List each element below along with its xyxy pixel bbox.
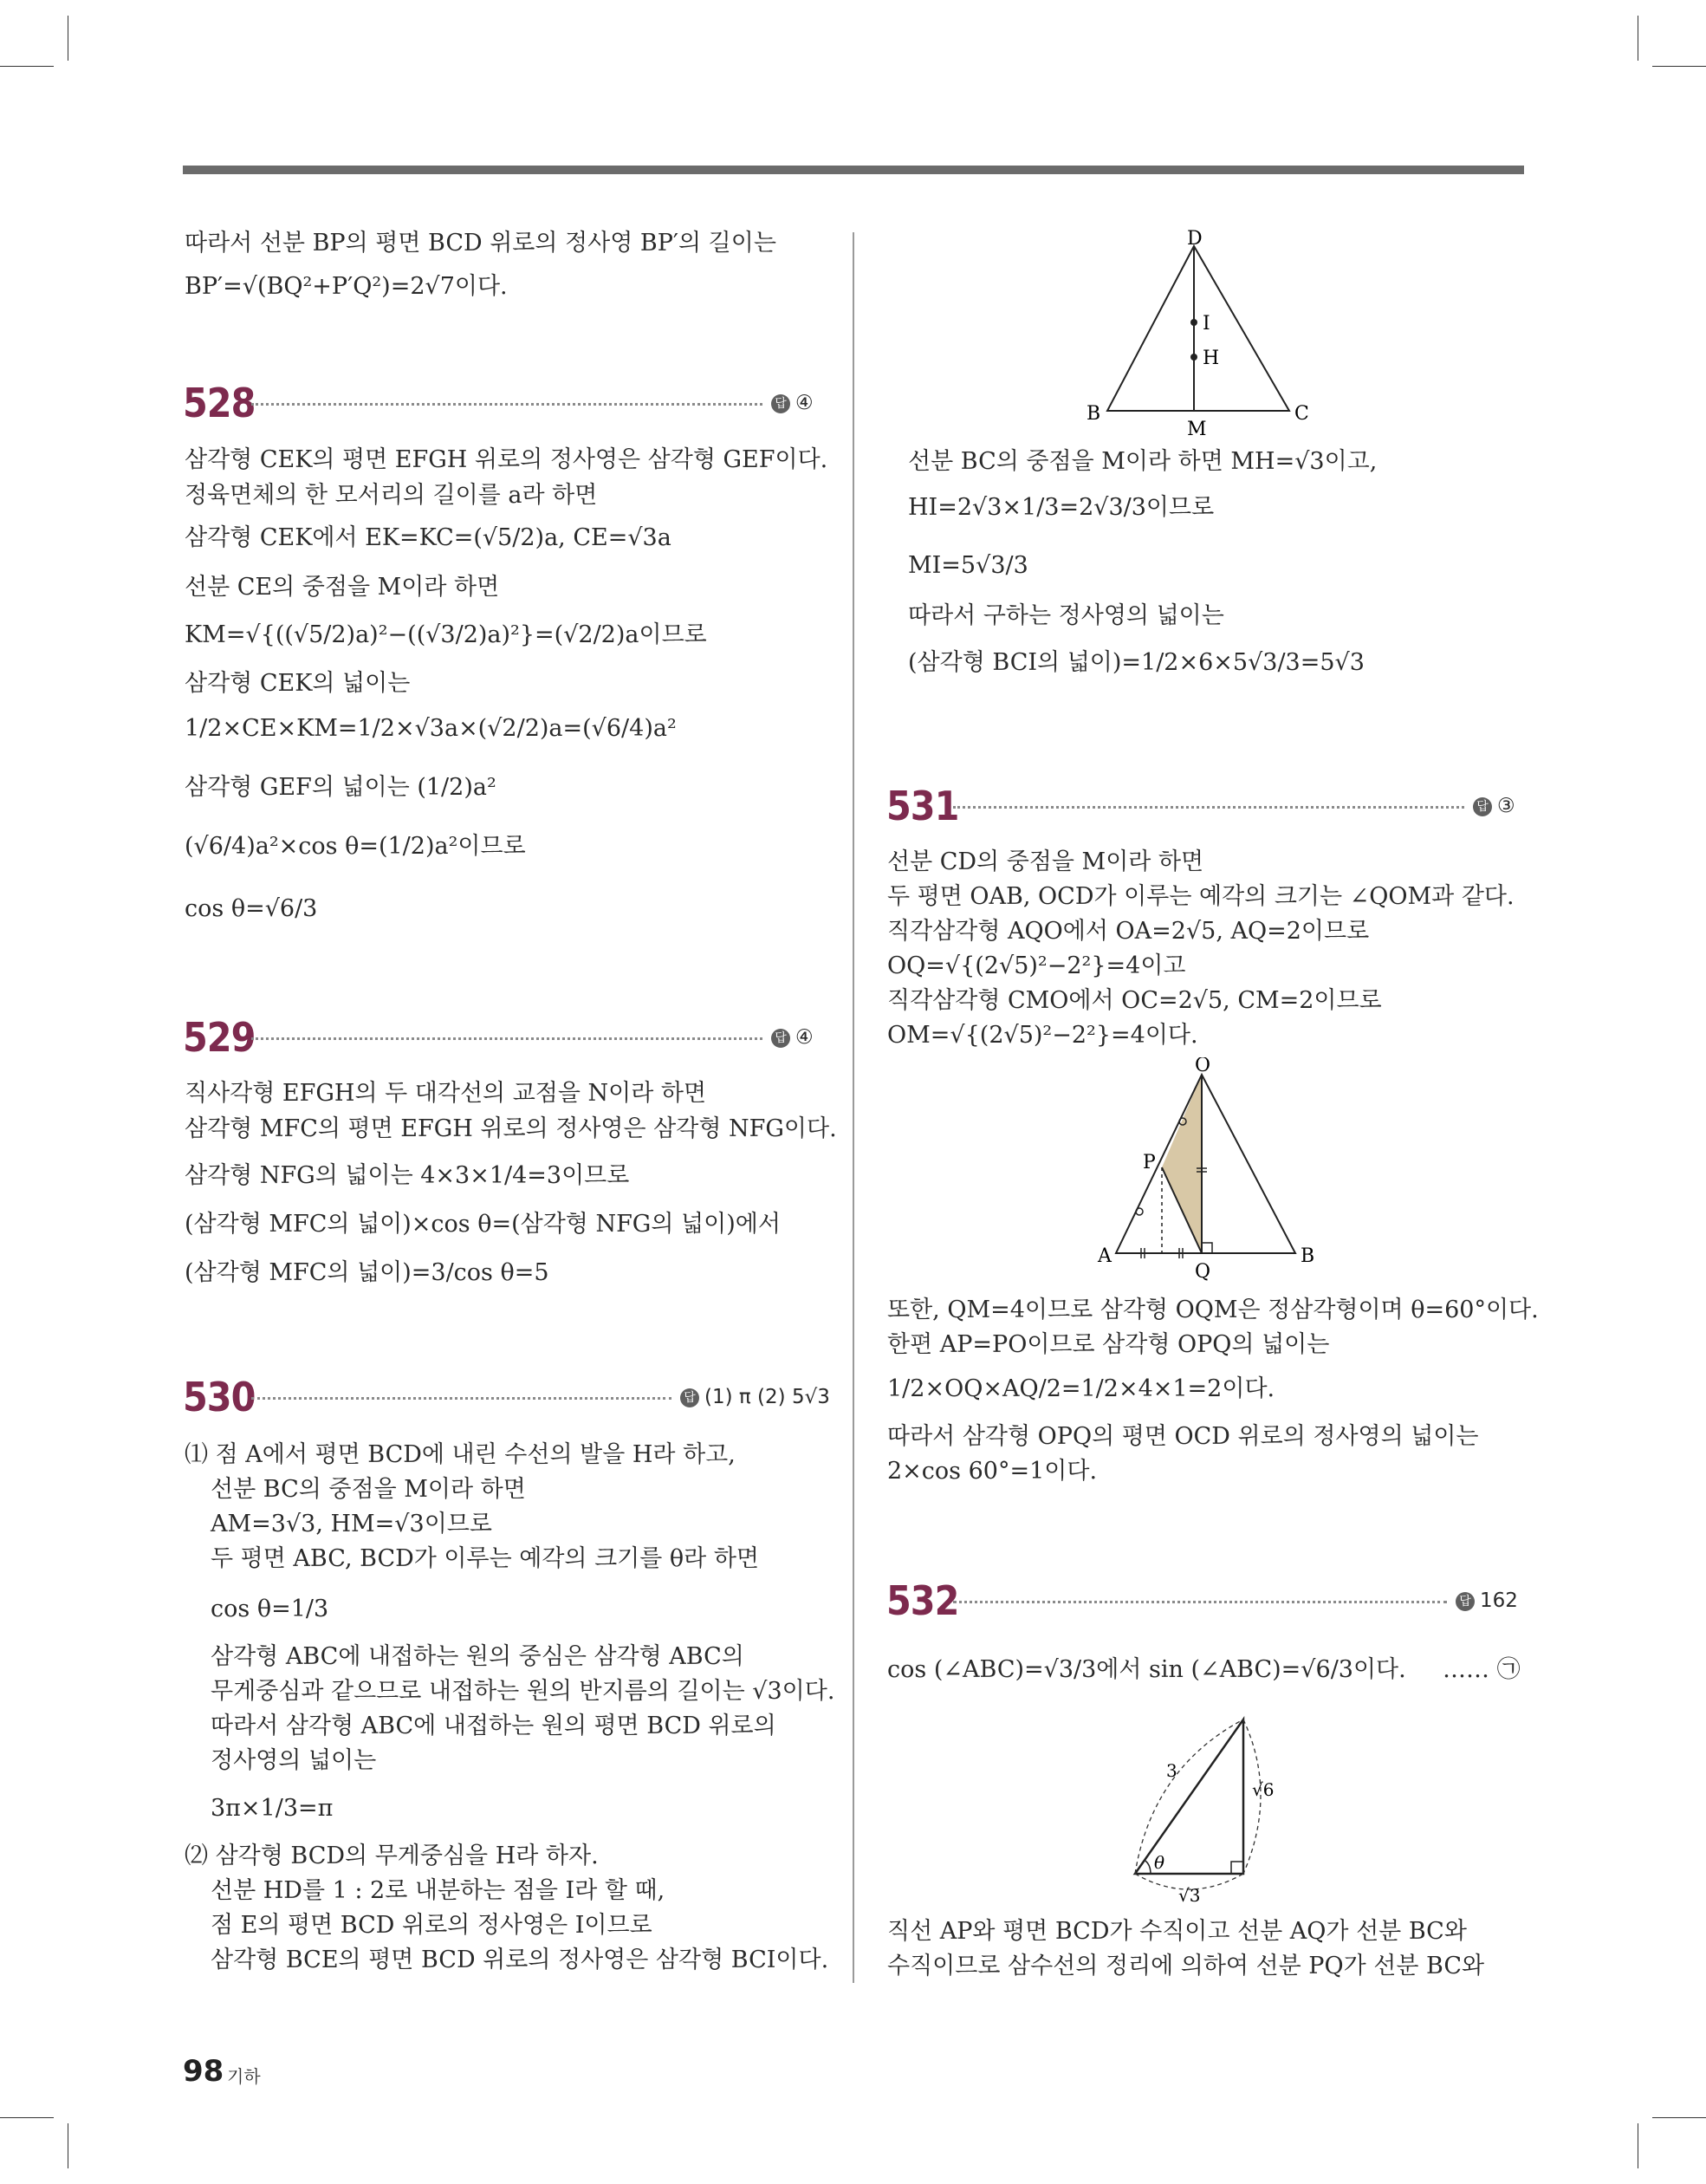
text-line: 삼각형 MFC의 평면 EFGH 위로의 정사영은 삼각형 NFG이다.: [185, 1115, 837, 1142]
text-line: 정육면체의 한 모서리의 길이를 a라 하면: [185, 482, 598, 509]
text-line: (삼각형 BCI의 넓이)=1/2×6×5√3/3=5√3: [908, 649, 1365, 676]
text-line: 직각삼각형 AQO에서 OA=2√5, AQ=2이므로: [887, 918, 1370, 945]
text-line: 무게중심과 같으므로 내접하는 원의 반지름의 길이는 √3이다.: [211, 1678, 835, 1705]
section-dots: [953, 806, 1464, 809]
text-line: 1/2×CE×KM=1/2×√3a×(√2/2)a=(√6/4)a²: [185, 715, 677, 742]
crop-mark: [1652, 2117, 1706, 2118]
answer-value: ③: [1497, 795, 1515, 817]
label-b: B: [1301, 1245, 1315, 1267]
angle-arc: [1145, 1861, 1151, 1874]
answer-532: [1456, 1589, 1518, 1612]
header-bar: [183, 166, 1524, 174]
text-line: 삼각형 GEF의 넓이는 (1/2)a²: [185, 774, 496, 801]
label-c: C: [1294, 403, 1309, 425]
answer-value: (1) π (2) 5√3: [704, 1386, 830, 1408]
equation-marker: …… ㉠: [1443, 1656, 1521, 1683]
tick-circle: [1136, 1208, 1143, 1215]
label-m: M: [1187, 419, 1207, 440]
column-divider: [853, 232, 854, 1983]
text-line: 선분 CD의 중점을 M이라 하면: [887, 848, 1204, 875]
text-line: 직각삼각형 CMO에서 OC=2√5, CM=2이므로: [887, 987, 1382, 1014]
text-line: KM=√{((√5/2)a)²−((√3/2)a)²}=(√2/2)a이므로: [185, 621, 707, 648]
problem-number-530: 530: [183, 1374, 256, 1420]
text-line: AM=3√3, HM=√3이므로: [211, 1511, 492, 1537]
label-i: I: [1203, 313, 1210, 335]
text-line: (삼각형 MFC의 넓이)=3/cos θ=5: [185, 1259, 549, 1286]
page-number: 98: [183, 2054, 224, 2089]
text-line: 삼각형 BCE의 평면 BCD 위로의 정사영은 삼각형 BCI이다.: [211, 1947, 829, 1973]
text-line: 따라서 삼각형 ABC에 내접하는 원의 평면 BCD 위로의: [211, 1713, 776, 1739]
text-line: OQ=√{(2√5)²−2²}=4이고: [887, 952, 1186, 979]
right-triangle: [1135, 1719, 1243, 1874]
text-line: (√6/4)a²×cos θ=(1/2)a²이므로: [185, 833, 526, 860]
text-line: 삼각형 CEK의 넓이는: [185, 670, 411, 697]
text-line: OM=√{(2√5)²−2²}=4이다.: [887, 1022, 1198, 1049]
label-a: A: [1098, 1245, 1112, 1267]
answer-value: ④: [795, 1026, 814, 1049]
intro-line-2: BP′=√(BQ²+P′Q²)=2√7이다.: [185, 273, 508, 300]
text-line: 삼각형 NFG의 넓이는 4×3×1/4=3이므로: [185, 1162, 630, 1189]
text-line: 두 평면 OAB, OCD가 이루는 예각의 크기는 ∠QOM과 같다.: [887, 883, 1515, 910]
text-line: 정사영의 넓이는: [211, 1747, 377, 1774]
text-line: (삼각형 MFC의 넓이)×cos θ=(삼각형 NFG의 넓이)에서: [185, 1211, 781, 1238]
text-line: cos θ=√6/3: [185, 895, 318, 922]
section-dots: [251, 403, 762, 406]
text-line: 한편 AP=PO이므로 삼각형 OPQ의 넓이는: [887, 1331, 1330, 1358]
triangle-oab-figure: [1087, 1057, 1330, 1283]
section-dots: [953, 1601, 1447, 1603]
text-line: 삼각형 CEK에서 EK=KC=(√5/2)a, CE=√3a: [185, 524, 671, 551]
answer-icon: 답: [771, 394, 790, 413]
text-line: 따라서 구하는 정사영의 넓이는: [908, 602, 1224, 629]
text-line: 삼각형 ABC에 내접하는 원의 중심은 삼각형 ABC의: [211, 1643, 744, 1670]
answer-529: [771, 1026, 814, 1049]
label-q: Q: [1195, 1261, 1211, 1283]
text-line: 따라서 삼각형 OPQ의 평면 OCD 위로의 정사영의 넓이는: [887, 1423, 1479, 1450]
right-angle-mark: [1202, 1243, 1212, 1253]
text-line: 2×cos 60°=1이다.: [887, 1458, 1098, 1485]
text-line: 직선 AP와 평면 BCD가 수직이고 선분 AQ가 선분 BC와: [887, 1918, 1467, 1945]
text-line: 삼각형 CEK의 평면 EFGH 위로의 정사영은 삼각형 GEF이다.: [185, 446, 828, 473]
text-line: 두 평면 ABC, BCD가 이루는 예각의 크기를 θ라 하면: [211, 1545, 759, 1572]
answer-value: ④: [795, 392, 814, 414]
crop-mark: [0, 66, 54, 67]
section-dots: [251, 1037, 762, 1040]
text-line: 선분 BC의 중점을 M이라 하면: [211, 1476, 526, 1503]
point-h: [1190, 354, 1197, 361]
section-dots: [251, 1397, 671, 1400]
text-line: ⑵ 삼각형 BCD의 무게중심을 H라 하자.: [185, 1843, 599, 1869]
text-line: 선분 CE의 중점을 M이라 하면: [185, 574, 500, 601]
label-vertical: √6: [1252, 1779, 1275, 1800]
text-line: HI=2√3×1/3=2√3/3이므로: [908, 494, 1215, 521]
triangle-bcd: [1107, 246, 1289, 411]
text-line: 선분 BC의 중점을 M이라 하면 MH=√3이고,: [908, 448, 1378, 475]
label-b: B: [1087, 403, 1101, 425]
answer-icon: 답: [680, 1388, 699, 1407]
text-line: 직사각형 EFGH의 두 대각선의 교점을 N이라 하면: [185, 1080, 707, 1107]
label-d: D: [1187, 228, 1203, 250]
label-theta: θ: [1154, 1852, 1165, 1873]
right-angle-mark: [1231, 1862, 1243, 1874]
text-line: cos (∠ABC)=√3/3에서 sin (∠ABC)=√6/3이다.: [887, 1656, 1406, 1683]
answer-value: 162: [1480, 1589, 1518, 1612]
label-o: O: [1195, 1057, 1211, 1076]
answer-icon: 답: [771, 1029, 790, 1048]
label-hypotenuse: 3: [1166, 1760, 1177, 1781]
answer-531: [1473, 795, 1515, 817]
text-line: 1/2×OQ×AQ/2=1/2×4×1=2이다.: [887, 1375, 1275, 1402]
problem-number-529: 529: [183, 1014, 256, 1061]
text-line: MI=5√3/3: [908, 552, 1028, 579]
crop-mark: [0, 2117, 54, 2118]
text-line: 점 E의 평면 BCD 위로의 정사영은 I이므로: [211, 1912, 652, 1939]
point-i: [1190, 319, 1197, 326]
answer-icon: 답: [1473, 797, 1492, 816]
text-line: 3π×1/3=π: [211, 1795, 334, 1822]
answer-528: [771, 392, 814, 414]
text-line: cos θ=1/3: [211, 1596, 329, 1622]
page-label: 기하: [227, 2066, 261, 2087]
answer-530: [680, 1386, 830, 1408]
label-base: √3: [1178, 1885, 1201, 1906]
text-line: ⑴ 점 A에서 평면 BCD에 내린 수선의 발을 H라 하고,: [185, 1441, 736, 1468]
label-h: H: [1203, 348, 1220, 369]
text-line: 선분 HD를 1 : 2로 내분하는 점을 I라 할 때,: [211, 1877, 665, 1904]
problem-number-531: 531: [886, 783, 959, 829]
text-line: 또한, QM=4이므로 삼각형 OQM은 정삼각형이며 θ=60°이다.: [887, 1297, 1539, 1323]
right-triangle-figure: [1118, 1707, 1326, 1915]
triangle-bcd-figure: [1074, 227, 1334, 444]
text-line: 수직이므로 삼수선의 정리에 의하여 선분 PQ가 선분 BC와: [887, 1953, 1485, 1979]
problem-number-528: 528: [183, 380, 256, 426]
intro-line-1: 따라서 선분 BP의 평면 BCD 위로의 정사영 BP′의 길이는: [185, 230, 776, 257]
label-p: P: [1143, 1152, 1156, 1173]
crop-mark: [1652, 66, 1706, 67]
shaded-region-opq: [1162, 1075, 1202, 1253]
problem-number-532: 532: [886, 1577, 959, 1624]
answer-icon: 답: [1456, 1592, 1475, 1611]
